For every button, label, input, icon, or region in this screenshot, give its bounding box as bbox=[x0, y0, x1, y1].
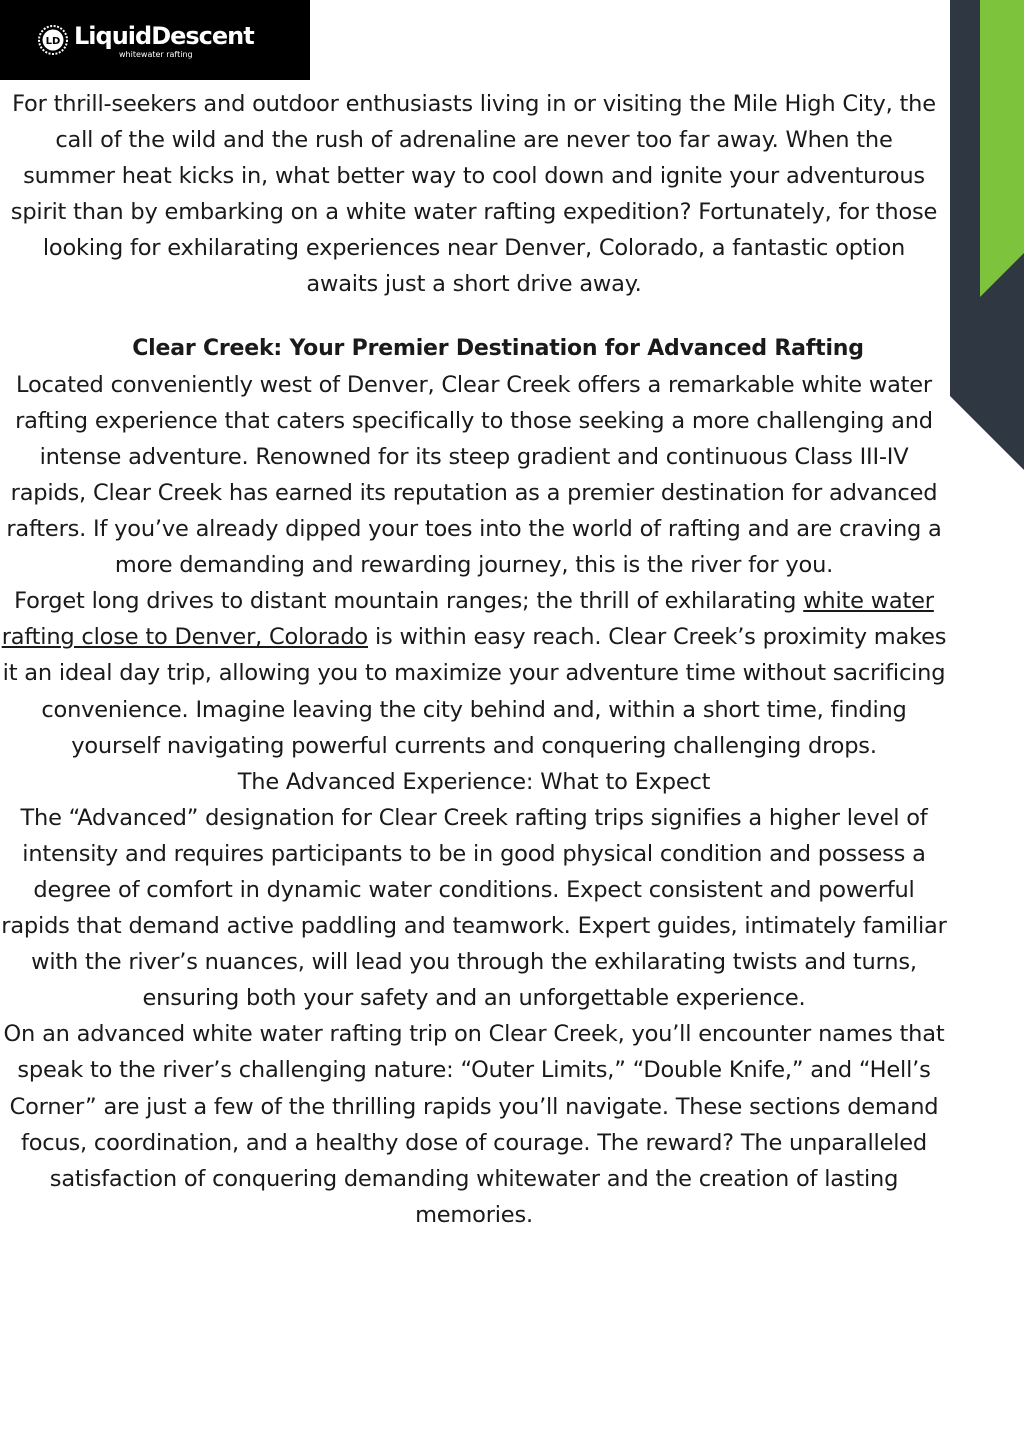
brand-name: LiquidDescent bbox=[74, 22, 254, 50]
paragraph-location: Located conveniently west of Denver, Clear Creek offers a remarkable white water rafting experience that caters specifically to those seeking a more challenging and intense adventure. Renowned for its steep gradient and continuous Class III-IV rapids, Clear Creek has earned its reputation as a premier destination for advanced rafters. If you’ve already dipped your toes into the world of rafting and are craving a more demanding and rewarding journey, this is the river for you. bbox=[6, 371, 942, 579]
subheading: The Advanced Experience: What to Expect bbox=[237, 768, 711, 795]
decoration-green-accent bbox=[980, 0, 1024, 297]
proximity-text-start: Forget long drives to distant mountain ranges; the thrill of exhilarating bbox=[14, 588, 804, 615]
section-heading: Clear Creek: Your Premier Destination for Advanced Rafting bbox=[132, 335, 864, 361]
proximity-text-end: is within easy reach. Clear Creek’s proximity makes it an ideal day trip, allowing you to maximize your adventure time without sacrificing convenience. Imagine leaving the city behind and, within a short time, finding yourself navigating powerful currents and conquering challenging drops. bbox=[2, 624, 947, 759]
denver-rafting-link[interactable]: white water rafting close to Denver, Colorado bbox=[1, 588, 934, 651]
brand-tagline: whitewater rafting bbox=[119, 50, 193, 59]
paragraph-advanced-experience: The “Advanced” designation for Clear Creek rafting trips signifies a higher level of intensity and requires participants to be in good physical condition and possess a degree of comfort in dynamic water conditions. Expect consistent and powerful rapids that demand active paddling and teamwork. Expert guides, intimately familiar with the river’s nuances, will lead you through the exhilarating twists and turns, ensuring both your safety and an unforgettable experience. bbox=[1, 804, 947, 1012]
paragraph-proximity bbox=[0, 583, 948, 763]
brand-logo[interactable] bbox=[0, 0, 310, 80]
article-body bbox=[0, 86, 948, 1233]
intro-paragraph: For thrill-seekers and outdoor enthusiasts living in or visiting the Mile High City, the call of the wild and the rush of adrenaline are never too far away. When the summer heat kicks in, what better way to cool down and ignite your adventurous spirit than by embarking on a white water rafting expedition? Fortunately, for those looking for exhilarating experiences near Denver, Colorado, a fantastic option awaits just a short drive away. bbox=[10, 91, 938, 298]
corner-decoration bbox=[950, 0, 1024, 470]
logo-initials: LD bbox=[45, 36, 61, 47]
logo-emblem-icon bbox=[38, 25, 68, 55]
paragraph-rapids: On an advanced white water rafting trip on Clear Creek, you’ll encounter names that speak to the river’s challenging nature: “Outer Limits,” “Double Knife,” and “Hell’s Corner” are just a few of the thrilling rapids you’ll navigate. These sections demand focus, coordination, and a healthy dose of courage. The reward? The unparalleled satisfaction of conquering demanding whitewater and the creation of lasting memories. bbox=[3, 1021, 945, 1228]
